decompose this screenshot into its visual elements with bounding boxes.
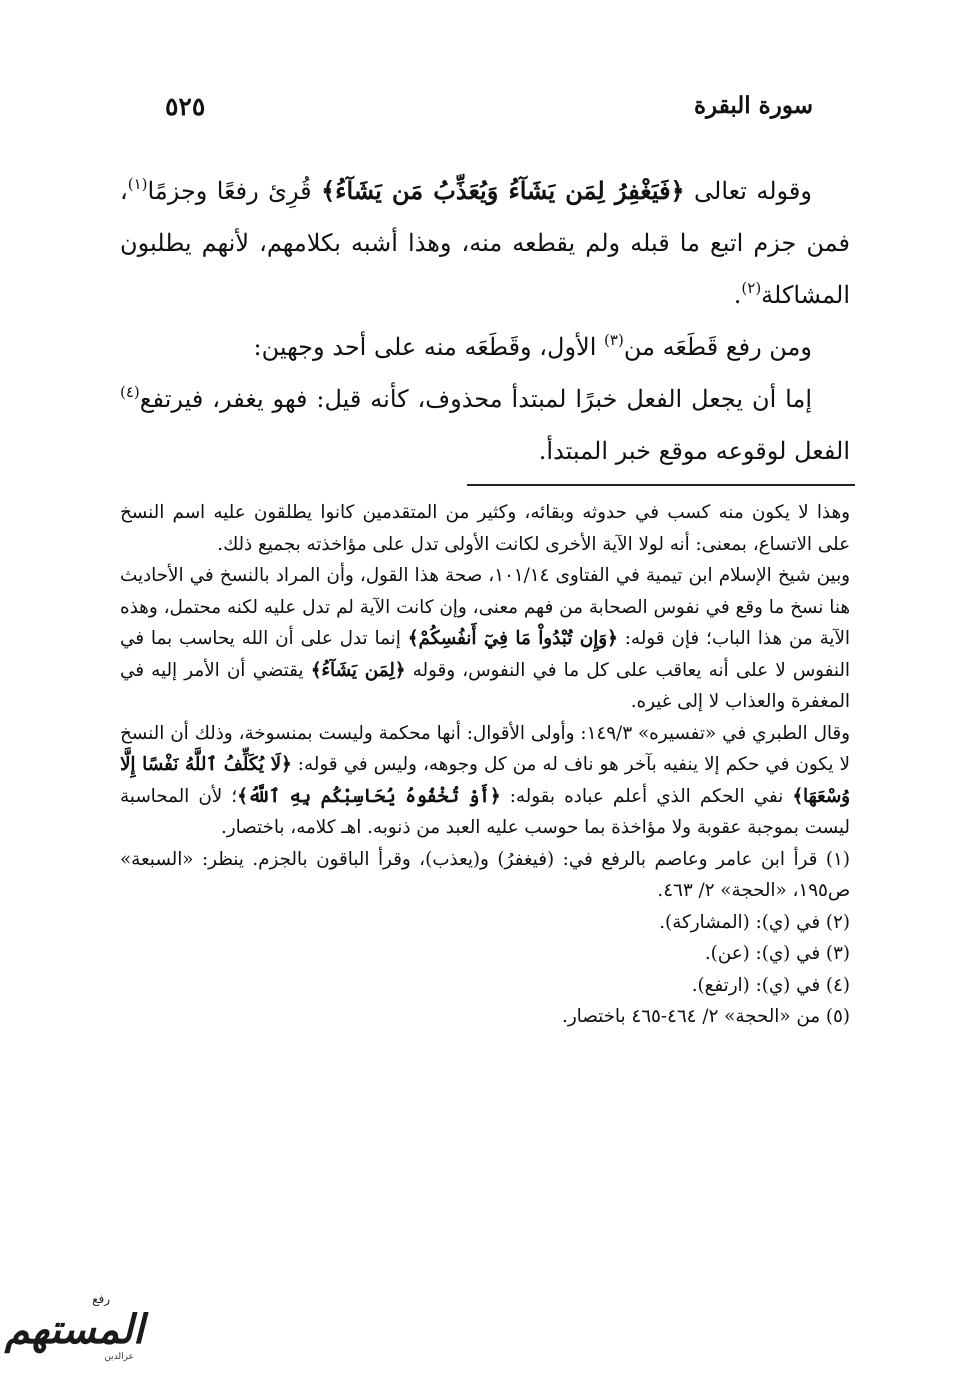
footnote-ref: (٢) bbox=[741, 279, 762, 297]
paragraph bbox=[120, 165, 850, 321]
text-run: الفعل لوقوعه موقع خبر المبتدأ. bbox=[538, 437, 850, 465]
footnote-2: (٢) في (ي): (المشاركة). bbox=[659, 911, 850, 933]
text-run: نفي الحكم الذي أعلم عباده بقوله: bbox=[500, 785, 793, 807]
footnote-1: (١) قرأ ابن عامر وعاصم بالرفع في: (فيغفرُ) و(يعذب)، وقرأ الباقون بالجزم. ينظر: «السبعة» ص١٩٥، «الحجة» ٢/ ٤٦٣. bbox=[120, 848, 850, 901]
text-run: إنما تدل على أن الله يحاسب بما في النفوس لا على أنه يعاقب على كل ما في النفوس، وقوله bbox=[120, 628, 850, 681]
paragraph bbox=[120, 321, 850, 373]
footnote-list bbox=[120, 844, 850, 1033]
text-run: وقوله تعالى bbox=[684, 177, 812, 205]
footnote-5: (٥) من «الحجة» ٢/ ٤٦٤-٤٦٥ باختصار. bbox=[562, 1006, 850, 1027]
text-run: ؛ لأن المحاسبة ليست بموجبة عقوبة ولا مؤاخذة بما حوسب عليه العبد من ذنوبه. اهـ كلامه، باختصار. bbox=[120, 785, 850, 838]
logo-bottom-text: عزالدين bbox=[104, 1352, 134, 1362]
quran-verse: ﴿فَيَغْفِرُ لِمَن يَشَآءُ وَيُعَذِّبُ مَن يَشَآءُ﴾ bbox=[321, 176, 685, 205]
page-header bbox=[165, 92, 813, 132]
quran-verse: ﴿لِمَن يَشَآءُ﴾ bbox=[310, 659, 406, 681]
paragraph bbox=[120, 373, 850, 477]
text-run: يقتضي أن الأمر إليه في المغفرة والعذاب لا إلى غيره. bbox=[120, 659, 850, 712]
page-number: ٥٢٥ bbox=[165, 92, 206, 121]
footnote-ref: (٣) bbox=[604, 331, 624, 349]
text-run: وبين شيخ الإسلام ابن تيمية في الفتاوى ١٠١/١٤، صحة هذا القول، وأن المراد بالنسخ في الأحاديث هنا نسخ ما وقع في نفوس الصحابة من فهم معنى، وإن كانت الآية لم تدل عليه لكنه محتمل، وهذه الآية من هذا الباب؛ فإن قوله: bbox=[120, 565, 850, 649]
text-run: قُرِئ رفعًا وجزمًا bbox=[147, 177, 322, 205]
quran-verse: ﴿وَإِن تُبْدُواْ مَا فِيٓ أَنفُسِكُمْ﴾ bbox=[407, 628, 618, 649]
footnote-3: (٣) في (ي): (عن). bbox=[704, 943, 850, 964]
footnotes bbox=[120, 497, 850, 1033]
main-text bbox=[120, 165, 850, 477]
surah-title: سورة البقرة bbox=[693, 92, 813, 119]
text-run: . bbox=[733, 281, 742, 309]
text-run: وقال الطبري في «تفسيره» ١٤٩/٣: وأولى الأقوال: أنها محكمة وليست بمنسوخة، وذلك أن النسخ لا يكون في حكم إلا ينفيه بآخر هو ناف له من كل وجوهه، وليس في قوله: bbox=[120, 722, 850, 775]
footnote-separator bbox=[467, 484, 855, 486]
text-run: ، فمن جزم اتبع ما قبله ولم يقطعه منه، وهذا أشبه بكلامهم، لأنهم يطلبون المشاكلة bbox=[120, 177, 850, 309]
footnote-paragraph bbox=[120, 560, 850, 718]
publisher-logo bbox=[4, 1292, 148, 1370]
logo-top-text: رفع bbox=[92, 1292, 110, 1306]
logo-main-text: المستهم bbox=[4, 1306, 144, 1353]
footnote-ref: (٤) bbox=[120, 383, 140, 401]
quran-verse: ﴿لَا يُكَلِّفُ ٱللَّهُ نَفْسًا إِلَّا وُسْعَهَا﴾ bbox=[120, 754, 851, 807]
footnote-continuation bbox=[120, 497, 850, 844]
footnote-paragraph bbox=[120, 497, 850, 560]
footnote-ref: (١) bbox=[127, 175, 148, 193]
text-run: الأول، وقَطَعَه منه على أحد وجهين: bbox=[253, 333, 605, 361]
footnote-4: (٤) في (ي): (ارتفع). bbox=[691, 974, 850, 996]
text-run: إما أن يجعل الفعل خبرًا لمبتدأ محذوف، كأنه قيل: فهو يغفر، فيرتفع bbox=[139, 385, 812, 413]
text-run: ومن رفع قَطَعَه من bbox=[623, 333, 812, 361]
quran-verse: ﴿أَوْ تُخْفُوهُ يُحَاسِبْكُم بِهِ ٱللَّهُ﴾ bbox=[237, 785, 501, 807]
footnote-paragraph bbox=[120, 718, 850, 844]
text-run: وهذا لا يكون منه كسب في حدوثه وبقائه، وكثير من المتقدمين كانوا يطلقون عليه اسم النسخ على الاتساع، بمعنى: أنه لولا الآية الأخرى لكانت الأولى تدل على مؤاخذته بجميع ذلك. bbox=[120, 502, 850, 555]
